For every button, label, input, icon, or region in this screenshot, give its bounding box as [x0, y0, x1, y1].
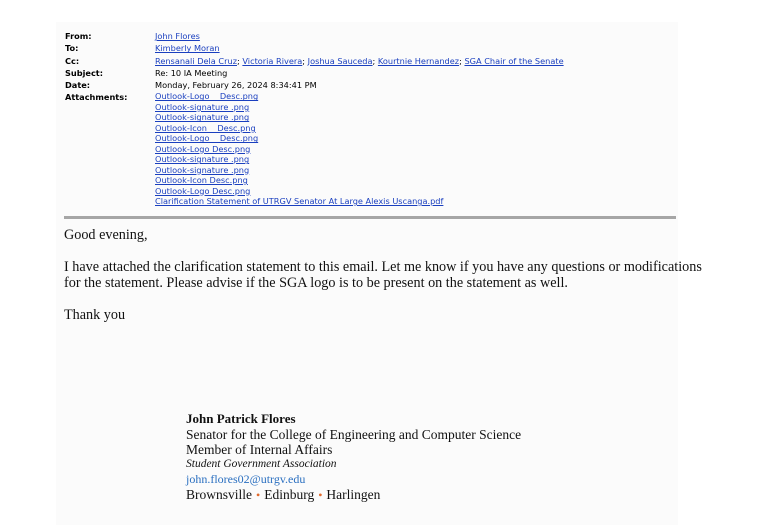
city-separator: • — [256, 488, 261, 502]
attachment-link[interactable]: Outlook-Logo Desc.png — [155, 185, 251, 196]
city-separator: • — [318, 488, 323, 502]
signature-cities — [186, 487, 521, 503]
attachment-link[interactable]: Outlook-signature .png — [155, 154, 250, 165]
date-row — [65, 79, 675, 91]
cc-row — [65, 55, 675, 67]
signature-email[interactable]: john.flores02@utrgv.edu — [186, 472, 306, 486]
subject-row — [65, 67, 675, 79]
cc-list — [155, 55, 675, 67]
attachment-link[interactable]: Outlook-signature .png — [155, 164, 250, 175]
signature-role: Member of Internal Affairs — [186, 442, 333, 457]
cc-separator: ; — [459, 55, 462, 66]
cc-separator: ; — [302, 55, 306, 66]
cc-separator: ; — [237, 55, 240, 66]
cc-link[interactable]: SGA Chair of the Senate — [464, 55, 564, 66]
attachments-list — [155, 91, 675, 206]
greeting: Good evening, — [64, 227, 148, 243]
closing: Thank you — [64, 307, 126, 323]
from-link[interactable]: John Flores — [155, 31, 200, 41]
body-paragraph: I have attached the clarification statement to this email. Let me know if you have any questions or modifications for the statement. Please advise if the SGA logo is to be present on the statement as well. — [64, 259, 702, 291]
city-brownsville: Brownsville — [186, 487, 252, 502]
subject-value: Re: 10 IA Meeting — [155, 67, 228, 78]
subject-label: Subject: — [65, 67, 103, 78]
cc-link[interactable]: Joshua Sauceda — [307, 55, 373, 66]
attachment-link[interactable]: Outlook-Logo Desc.png — [155, 133, 259, 144]
city-edinburg: Edinburg — [264, 487, 315, 502]
attachment-link[interactable]: Outlook-signature .png — [155, 101, 250, 112]
header-divider — [64, 216, 676, 219]
from-row — [65, 30, 675, 42]
cc-link[interactable]: Kourtnie Hernandez — [377, 55, 460, 66]
cc-separator: ; — [372, 55, 376, 66]
signature-block — [186, 411, 521, 503]
signature-title: Senator for the College of Engineering and Computer Science — [186, 427, 522, 442]
date-label: Date: — [65, 80, 91, 91]
attachment-link[interactable]: Outlook-Logo Desc.png — [155, 143, 251, 154]
signature-name: John Patrick Flores — [186, 411, 296, 426]
cc-label: Cc: — [65, 55, 80, 66]
email-body — [64, 227, 704, 323]
signature-org: Student Government Association — [186, 458, 337, 470]
to-label: To: — [65, 43, 79, 54]
from-label: From: — [65, 31, 92, 41]
to-row — [65, 42, 675, 54]
attachments-row — [65, 91, 675, 206]
to-link[interactable]: Kimberly Moran — [155, 43, 220, 54]
attachment-link[interactable]: Outlook-Icon Desc.png — [155, 122, 256, 133]
attachments-label: Attachments: — [65, 92, 128, 103]
attachment-link[interactable]: Outlook-Icon Desc.png — [155, 175, 248, 186]
cc-link[interactable]: Victoria Rivera — [242, 55, 303, 66]
email-header — [65, 30, 675, 206]
cc-link[interactable]: Rensanali Dela Cruz — [155, 55, 237, 66]
attachment-link[interactable]: Outlook-Logo Desc.png — [155, 91, 259, 102]
date-value: Monday, February 26, 2024 8:34:41 PM — [155, 80, 317, 91]
city-harlingen: Harlingen — [326, 487, 381, 502]
attachment-link-pdf[interactable]: Clarification Statement of UTRGV Senator At Large Alexis Uscanga.pdf — [155, 196, 444, 207]
attachment-link[interactable]: Outlook-signature .png — [155, 112, 250, 123]
